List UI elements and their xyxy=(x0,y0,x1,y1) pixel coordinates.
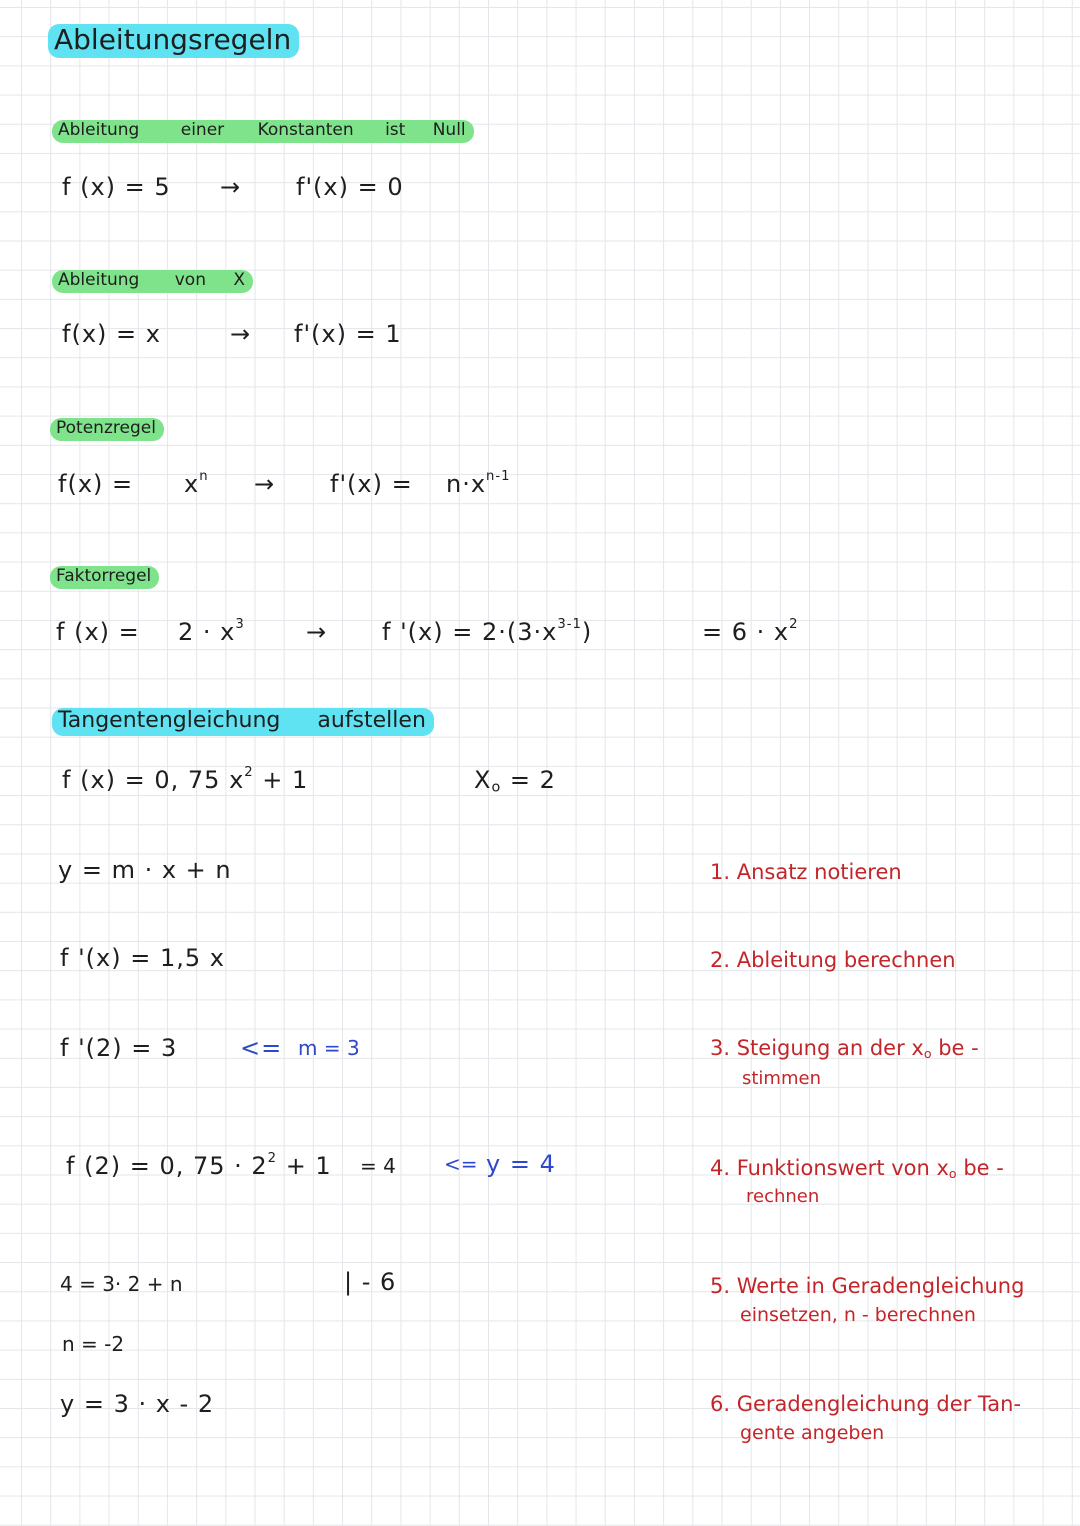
step-2: 2. Ableitung berechnen xyxy=(710,948,956,972)
rule-power-rhs-term: $n\cdot x^{n-1}$ xyxy=(446,469,511,498)
calc-line-function-value: f (2) = 0, $75 \cdot 2^2 + 1$ xyxy=(66,1151,332,1180)
tangent-function: f (x) = 0, 75 $x^2 + 1$ xyxy=(62,765,309,794)
calc-line-ansatz: y = m · x + n xyxy=(58,856,232,884)
arrow-icon: → xyxy=(254,470,276,498)
calc-line-derivative: f '(x) = 1,5 x xyxy=(60,944,225,972)
arrow-icon: → xyxy=(220,173,242,201)
arrow-icon: → xyxy=(230,320,252,348)
rule-power-term: $x^n$ xyxy=(184,469,209,498)
rule-power-rhs: f'(x) = xyxy=(330,470,413,498)
step-3: 3. Steigung an der $x_o$ be - xyxy=(710,1036,979,1062)
left-arrow-icon: <= xyxy=(444,1152,478,1176)
function-value-note: y = 4 xyxy=(486,1150,556,1178)
left-arrow-icon: <= xyxy=(240,1034,283,1062)
rule-x-heading: Ableitung von X xyxy=(52,270,253,293)
page-title: Ableitungsregeln xyxy=(48,24,299,58)
rule-constant-rhs: f'(x) = 0 xyxy=(296,173,404,201)
step-6-continued: gente angeben xyxy=(740,1422,885,1444)
calc-line-insert: 4 = 3· 2 + n xyxy=(60,1272,183,1296)
rule-constant-lhs: f (x) = 5 xyxy=(62,173,171,201)
step-1: 1. Ansatz notieren xyxy=(710,860,902,884)
rule-factor-lhs: f (x) = xyxy=(56,618,140,646)
rule-power-lhs: f(x) = xyxy=(58,470,134,498)
tangent-x0: $X_o = 2$ xyxy=(474,766,556,796)
rule-factor-rhs: f '$(x) = 2\cdot(3\cdot x^{3-1})$ xyxy=(382,617,593,646)
calc-line-slope: f '(2) = 3 xyxy=(60,1034,178,1062)
step-3-continued: stimmen xyxy=(742,1068,821,1089)
calc-line-n: n = -2 xyxy=(62,1332,125,1356)
tangent-heading: Tangentengleichung aufstellen xyxy=(52,708,434,736)
function-value-result: = 4 xyxy=(360,1154,396,1178)
arrow-icon: → xyxy=(306,618,328,646)
rule-factor-heading: Faktorregel xyxy=(50,566,159,589)
rule-power-heading: Potenzregel xyxy=(50,418,164,441)
step-5: 5. Werte in Geradengleichung xyxy=(710,1274,1025,1298)
tangent-equation: y = 3 · x - 2 xyxy=(60,1390,215,1418)
step-4-continued: rechnen xyxy=(746,1186,820,1207)
slope-note: m = 3 xyxy=(298,1036,360,1060)
rule-x-rhs: f'(x) = 1 xyxy=(294,320,402,348)
step-4: 4. Funktionswert von $x_o$ be - xyxy=(710,1156,1004,1182)
step-6: 6. Geradengleichung der Tan- xyxy=(710,1392,1022,1416)
rule-factor-term: $2 \cdot x^3$ xyxy=(178,617,245,646)
calc-operation: | - 6 xyxy=(344,1268,397,1296)
rule-x-lhs: f(x) = x xyxy=(62,320,161,348)
step-5-continued: einsetzen, n - berechnen xyxy=(740,1304,976,1326)
rule-constant-heading: Ableitung einer Konstanten ist Null xyxy=(52,120,474,143)
rule-factor-result: = $6 \cdot x^2$ xyxy=(702,617,799,646)
